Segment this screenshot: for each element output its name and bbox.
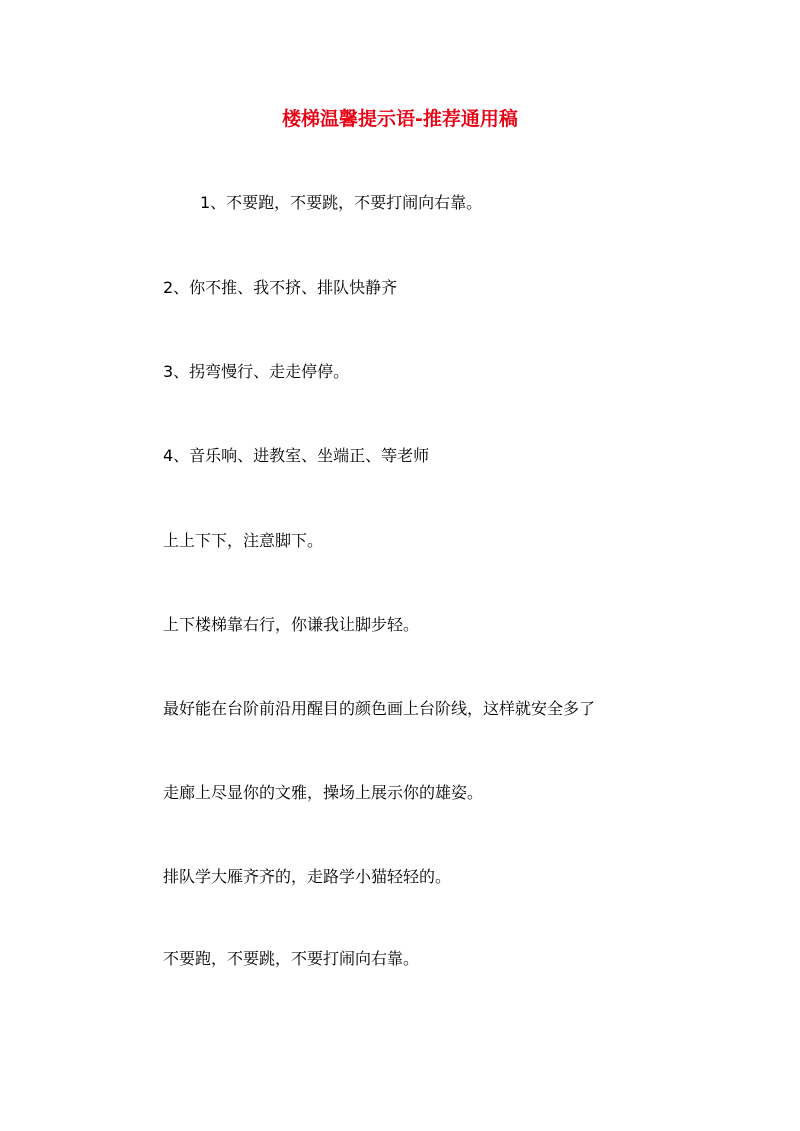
paragraph-line: 1、不要跑，不要跳，不要打闹向右靠。	[200, 193, 483, 212]
paragraph-line: 3、拐弯慢行、走走停停。	[163, 362, 350, 381]
paragraph-line: 走廊上尽显你的文雅，操场上展示你的雄姿。	[163, 783, 484, 802]
paragraph-line: 最好能在台阶前沿用醒目的颜色画上台阶线，这样就安全多了	[163, 699, 596, 718]
paragraph-line: 不要跑，不要跳，不要打闹向右靠。	[163, 949, 420, 968]
document-title: 楼梯温馨提示语-推荐通用稿	[282, 108, 518, 130]
paragraph-line: 上下楼梯靠右行，你谦我让脚步轻。	[163, 615, 420, 634]
paragraph-line: 上上下下，注意脚下。	[163, 531, 324, 550]
paragraph-line: 2、你不推、我不挤、排队快静齐	[163, 278, 398, 297]
paragraph-line: 4、音乐响、进教室、坐端正、等老师	[163, 446, 430, 465]
paragraph-line: 排队学大雁齐齐的，走路学小猫轻轻的。	[163, 867, 452, 886]
